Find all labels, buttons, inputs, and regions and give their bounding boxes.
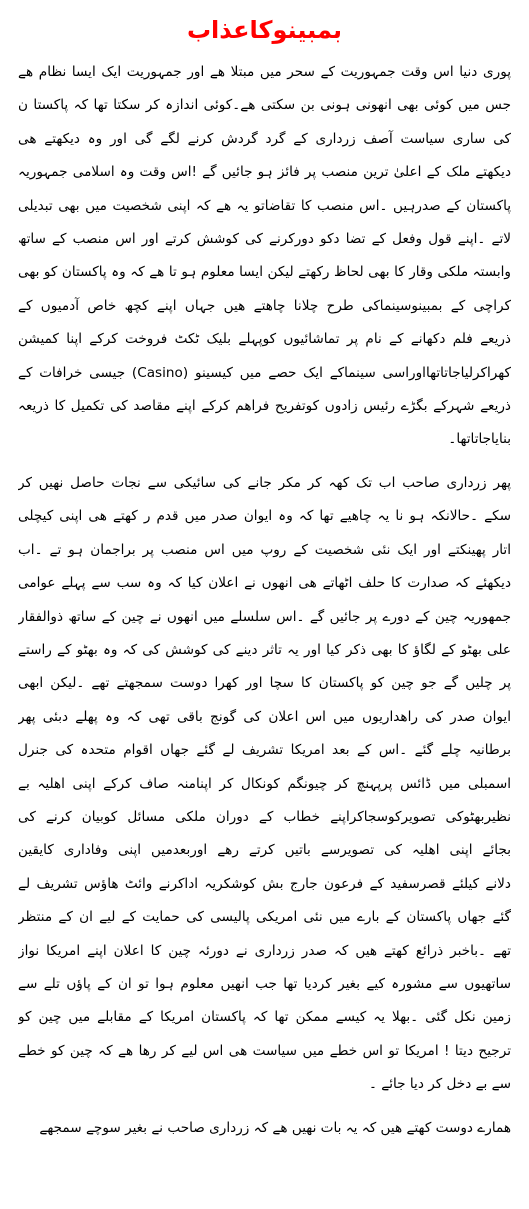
paragraph-line: کی ساری سیاست آصف زرداری کے گرد گردش کرنے لگے گی اور وہ دیکھتے ھی [18, 130, 511, 147]
paragraph-line: جس میں کوئی بھی انھونی ہونی بن سکتی ھے۔کوئی اندازہ کر سکتا تھا کہ پاکستا ن [18, 97, 511, 114]
paragraph-line: دلانے کیلئے قصرسفید کے فرعون جارج بش کوشکریہ اداکرنے وائٹ ھاؤس تشریف لے [18, 875, 511, 892]
article-title: بمبینوکاعذاب [186, 16, 343, 44]
paragraph-line: پر چلیں گے جو چین کو پاکستان کا سچا اور کھرا دوست سمجھتے تھے ۔لیکن ابھی [18, 675, 511, 692]
paragraph-line: سے بے دخل کر دیا جائے ۔ [369, 1076, 511, 1093]
paragraph-line: بنایاجاتاتھا۔ [448, 431, 511, 448]
article-body [18, 56, 511, 1145]
paragraph-line: ھمارے دوست کھتے ھیں کہ یہ بات نھیں ھے کہ زرداری صاحب نے بغیر سوچے سمجھے [39, 1119, 511, 1136]
paragraph-line: زمین نکل گئی ۔بھلا یہ کیسے ممکن تھا کہ پاکستان امریکا کے مقابلے میں چین کو [18, 1009, 511, 1026]
article-paragraph [18, 467, 511, 1102]
paragraph-line: تھے ۔باخبر ذرائع کھتے ھیں کہ صدر زرداری نے دورئہ چین کا اعلان اپنے امریکا نواز [18, 942, 511, 959]
paragraph-line: لاتے ۔اپنے قول وفعل کے تضا دکو دورکرنے کی کوشش کرتے اور اس منصب کے ساتھ [18, 231, 511, 248]
paragraph-line: اسمبلی میں ڈائس پرپہنچ کر چیونگم کونکال کر اپنامنہ صاف کرکے اپنی اھلیہ بے [18, 775, 511, 792]
article-paragraph [18, 56, 511, 457]
paragraph-line: علی بھٹو کے لگاؤ کا بھی ذکر کیا اور یہ تاثر دینے کی کوشش کی کہ وہ بھٹو کے راستے [18, 641, 511, 658]
paragraph-line: ایوان صدر کی راھداریوں میں اس اعلان کی گونج باقی تھی کہ وہ پھلے دبئی پھر [18, 708, 511, 725]
paragraph-line: جمھوریہ چین کے دورے پر جائیں گے ۔اس سلسلے میں انھوں نے چین کے ساتھ ذوالفقار [18, 608, 511, 625]
paragraph-line: ترجیح دیتا ! امریکا تو اس خطے میں سیاست ھی اس لیے کر رھا ھے کہ چین کو خطے [18, 1042, 511, 1059]
paragraph-line: ساتھیوں سے مشورہ کیے بغیر کردیا تھا جب انھیں معلوم ہوا تو ان کے پاؤں تلے سے [18, 975, 511, 992]
paragraph-line: گئے جھاں پاکستان کے بارے میں نئی امریکی پالیسی کی حمایت کے لیے ان کے منتظر [18, 909, 511, 926]
paragraph-line: دیکھئے کہ صدارت کا حلف اٹھاتے ھی انھوں نے اعلان کیا کہ وہ سب سے پہلے عوامی [18, 575, 511, 592]
paragraph-line: ذریعے شہرکے بگڑے رئیس زادوں کوتفریح فراھم کرکے اپنے مقاصد کی تکمیل کا ذریعہ [18, 398, 511, 415]
paragraph-line: کراچی کے بمبینوسینماکی طرح چلانا چاھتے ھیں جہاں اپنے کچھ خاص آدمیوں کے [18, 297, 511, 314]
paragraph-line: کھراکرلیاجاتاتھااوراسی سینماکے ایک حصے میں کیسینو (Casino) جیسی خرافات کے [18, 364, 511, 381]
paragraph-line: دیکھتے ملک کے اعلیٰ ترین منصب پر فائز ہو جائیں گے !اس وقت وہ اسلامی جمہوریہ [18, 164, 511, 181]
paragraph-line: اتار پھینکتے اور ایک نئی شخصیت کے روپ میں اس منصب پر براجمان ہو تے ۔اب [18, 541, 511, 558]
article-paragraph [18, 1112, 511, 1145]
paragraph-line: بجائے اپنی اھلیہ کی تصویرسے باتیں کرتے رھے اوربعدمیں اپنی وفاداری کایقین [18, 842, 511, 859]
paragraph-line: سکے ۔حالانکہ ہو نا یہ چاھیے تھا کہ وہ ایوان صدر میں قدم ر کھتے ھی اپنی کیچلی [18, 508, 511, 525]
paragraph-line: پھر زرداری صاحب اب تک کھہ کر مکر جانے کی سائیکی سے نجات حاصل نھیں کر [18, 474, 511, 491]
paragraph-line: برطانیہ چلے گئے ۔اس کے بعد امریکا تشریف لے گئے جھاں اقوام متحدہ کی جنرل [18, 742, 511, 759]
paragraph-line: پاکستان کے صدرہیں ۔اس منصب کا تقاضاتو یہ ھے کہ اپنی شخصیت میں بھی تبدیلی [18, 197, 511, 214]
paragraph-line: نظیربھٹوکی تصویرکوسجاکراپنے خطاب کے دوران ملکی مسائل کوبیان کرنے کی [18, 808, 511, 825]
paragraph-line: ذریعے فلم دکھانے کے نام پر تماشائیوں کوپہلے بلیک ٹکٹ فروخت کرکے اپنا کمیشن [18, 331, 511, 348]
paragraph-line: پوری دنیا اس وقت جمہوریت کے سحر میں مبتلا ھے اور جمہوریت ایک ایسا نظام ھے [18, 64, 511, 80]
paragraph-line: وابستہ ملکی وقار کا بھی لحاظ رکھتے لیکن ایسا معلوم ہو تا ھے کہ وہ پاکستان کو بھی [18, 264, 511, 281]
